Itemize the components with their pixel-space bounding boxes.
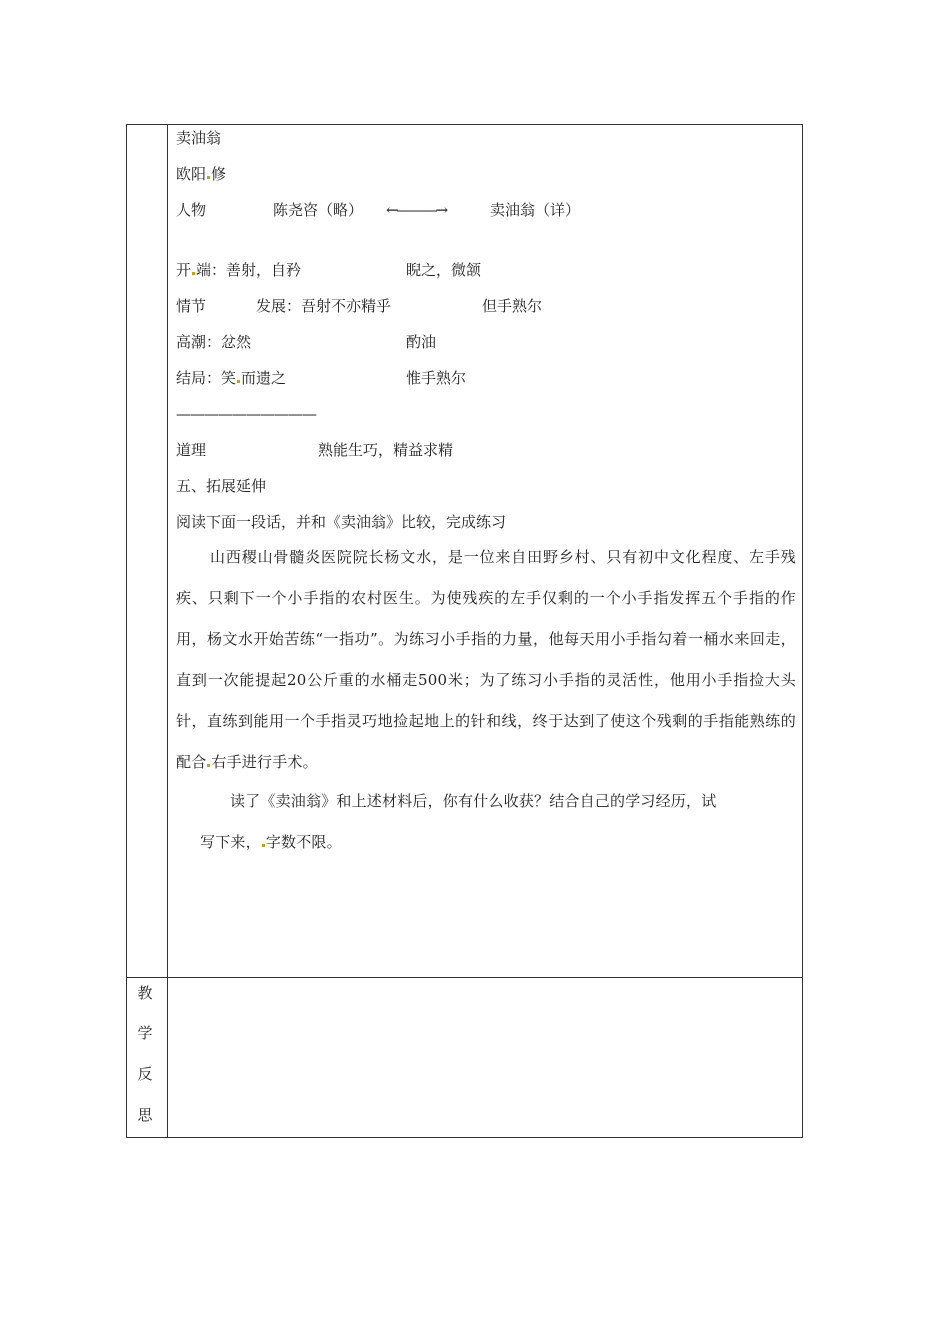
plot-climax: 高潮：忿然 [176, 333, 252, 351]
lesson-title: 卖油翁 [176, 129, 222, 147]
reflection-char-2: 学 [137, 1024, 153, 1042]
exercise-question: 读了《卖油翁》和上述材料后，你有什么收获？结合自己的学习经历，试 写下来， 字数不限。 [200, 792, 717, 851]
mark-dot [207, 176, 210, 179]
reflection-char-4: 思 [137, 1106, 153, 1124]
moral-label: 道理 [176, 441, 207, 459]
reflection-char-3: 反 [137, 1065, 153, 1083]
mark-dot [207, 764, 210, 767]
reflection-char-1: 教 [137, 984, 153, 1002]
mark-dot [237, 380, 240, 383]
reflection-writing-area[interactable] [168, 978, 801, 1136]
plot-start-right: 睨之，微颔 [406, 261, 482, 279]
author: 欧阳 修 [176, 165, 227, 183]
characters-label: 人物 [176, 201, 207, 219]
plot-label: 情节 [176, 297, 207, 315]
plot-climax-right: 酌油 [406, 333, 437, 351]
character-oil-seller: 卖油翁（详） [490, 201, 581, 219]
mark-dot [262, 844, 265, 847]
plot-ending-right: 惟手熟尔 [406, 369, 467, 387]
plot-start: 开 端：善射，自矜 [176, 261, 302, 279]
plot-development-right: 但手熟尔 [482, 297, 543, 315]
section-five-heading: 五、拓展延伸 [176, 477, 267, 495]
double-arrow: ←———→ [386, 201, 447, 219]
plot-ending: 结局：笑 而遗之 [176, 369, 287, 387]
divider-line: —————————— [176, 405, 316, 423]
moral-value: 熟能生巧，精益求精 [318, 441, 454, 459]
reading-passage: 山西稷山骨髓炎医院院长杨文水，是一位来自田野乡村、只有初中文化程度、左手残疾、只剩下一个小手指的农村医生。为使残疾的左手仅剩的一个小手指发挥五个手指的作用，杨文水开始苦练“一指功”。为练习小手指的力量，他每天用小手指勾着一桶水来回走，直到一次能提起20公斤重的水桶走500米；为了练习小手指的灵活性，他用小手指捡大头针，直练到能用一个手指灵巧地捡起地上的针和线，终于达到了使这个残剩的手指能熟练的配合 右手进行手术。 [176, 548, 796, 771]
reading-instruction: 阅读下面一段话，并和《卖油翁》比较，完成练习 [176, 513, 507, 531]
mark-dot [192, 272, 195, 275]
plot-development: 发展：吾射不亦精乎 [256, 297, 392, 315]
character-chen: 陈尧咨（略） [273, 201, 364, 219]
